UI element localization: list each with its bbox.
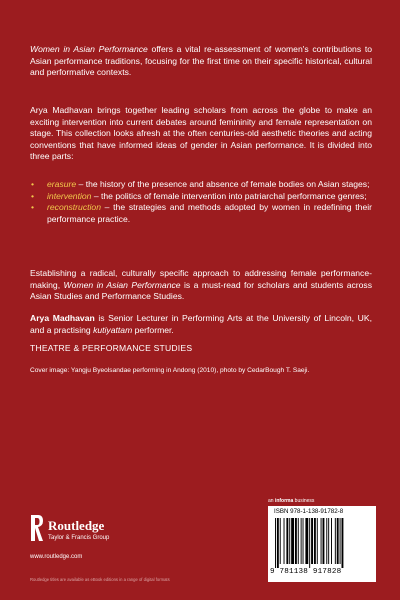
kutiyattam-term: kutiyattam (93, 324, 133, 335)
cover-image-credit: Cover image: Yangju Byeolsandae performing in Andong (2010), photo by CedarBough T. Saeji. (30, 367, 310, 374)
routledge-logo (30, 514, 140, 550)
bullet: • (31, 190, 35, 201)
list-item-text: – the politics of female intervention into patriarchal performance genres; (91, 190, 367, 201)
publisher-website: www.routledge.com (30, 554, 83, 560)
book-title-italic: Women in Asian Performance (63, 279, 181, 290)
list-item-text: – the strategies and methods adopted by women in redefining their performance practice. (47, 202, 372, 224)
subject-category: THEATRE & PERFORMANCE STUDIES (30, 343, 193, 353)
list-item-term: erasure (47, 179, 77, 189)
blurb-paragraph-3-text-b: is a must-read for scholars and students across Asian Studies and Performance Studies. (30, 279, 373, 302)
blurb-paragraph-2: Arya Madhavan brings together leading scholars from across the globe to make an exciting intervention into current debates around femininity and female representation on stage. This collection looks afresh at the often centuries-old aesthetic theories and acting conventions that have informed ideas of gender in Asian performance. It is divided into three parts: (30, 105, 372, 162)
bullet: • (31, 202, 35, 213)
author-name: Arya Madhavan (30, 313, 95, 323)
blurb-paragraph-1 (30, 44, 372, 79)
blurb-paragraph-1-text: offers a vital re-assessment of women's contributions to Asian performance traditions, focusing for the first time on their specific historical, cultural and performative contexts. (30, 44, 372, 78)
list-item (30, 191, 372, 203)
parts-list (30, 179, 372, 225)
publisher-name: Routledge (48, 518, 105, 533)
informa-brand: informa (274, 498, 294, 504)
blurb-paragraph-3-text-a: Establishing a radical, culturally specific approach to addressing female performance-making, (30, 268, 372, 290)
barcode-panel (268, 506, 376, 582)
barcode-icon (274, 518, 370, 568)
book-title-italic: Women in Asian Performance (30, 44, 148, 54)
isbn-label: ISBN 978-1-138-91782-8 (274, 508, 344, 515)
author-bio (30, 313, 372, 336)
informa-suffix: business (293, 498, 315, 504)
list-item-text: – the history of the presence and absence of female bodies on Asian stages; (76, 179, 370, 189)
publisher-group: Taylor & Francis Group (48, 535, 110, 541)
author-bio-text-a: is Senior Lecturer in Performing Arts at the University of Lincoln, UK, and a practising (30, 313, 372, 335)
barcode-digits: 9 781138 917828 (270, 568, 342, 576)
blurb-paragraph-3 (30, 268, 372, 303)
routledge-r-icon (30, 514, 44, 542)
informa-business-line (268, 498, 378, 504)
list-item (30, 179, 372, 191)
informa-prefix: an (268, 498, 275, 504)
list-item-term: reconstruction (47, 202, 101, 213)
list-item (30, 202, 372, 225)
bullet: • (31, 179, 35, 189)
ebook-note: Routledge titles are available as eBook editions in a range of digital formats (30, 577, 170, 582)
author-bio-text-b: performer. (132, 324, 174, 335)
list-item-term: intervention (47, 190, 92, 201)
